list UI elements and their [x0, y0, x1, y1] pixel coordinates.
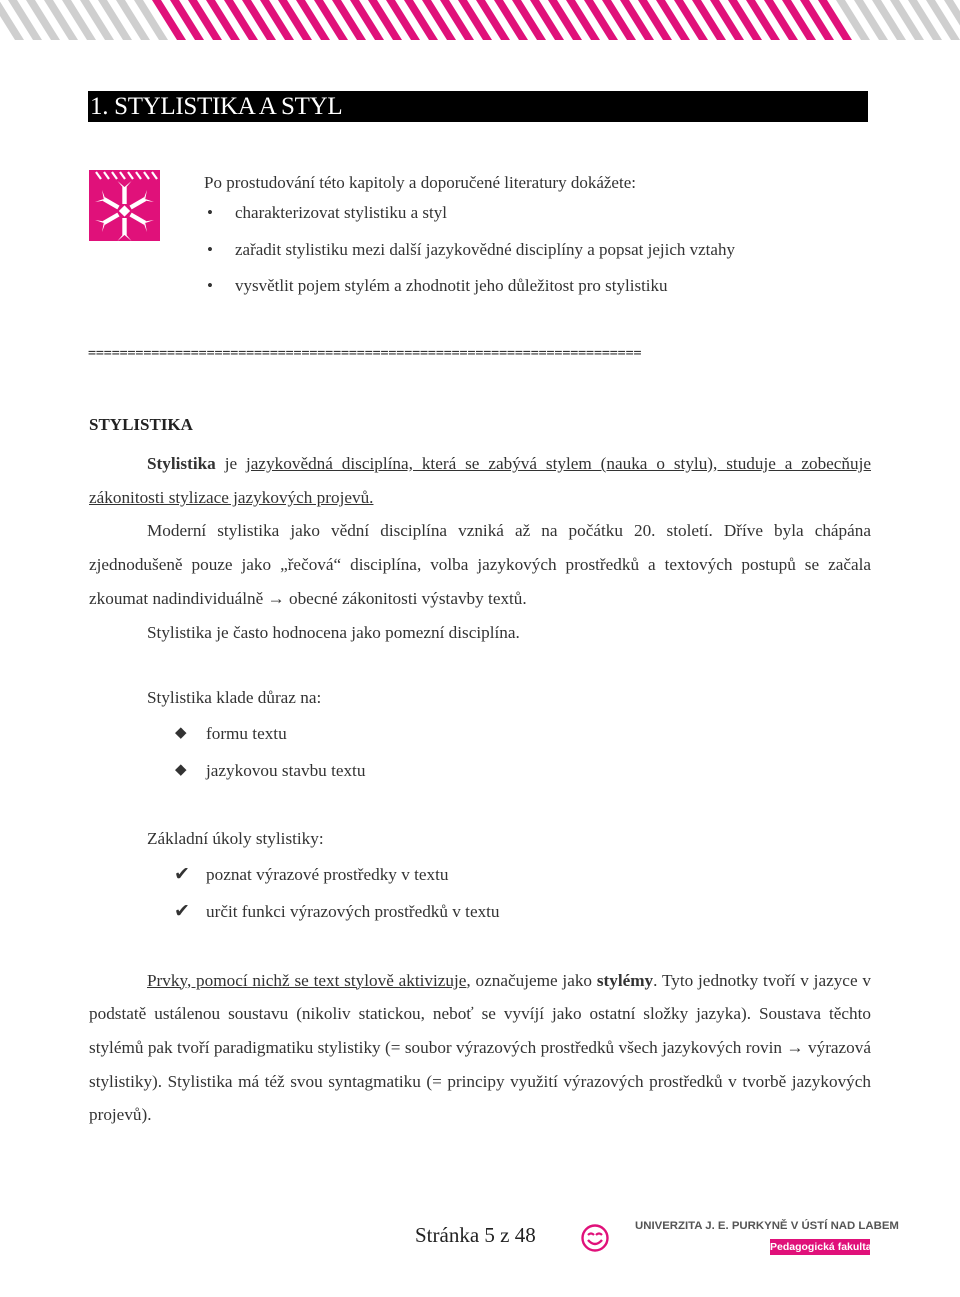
section-divider: ====================================================================== [88, 346, 642, 361]
list-item: ◆ jazykovou stavbu textu [89, 752, 871, 789]
emphasis-list [89, 715, 871, 789]
chapter-title: 1. STYLISTIKA A STYL [88, 91, 868, 122]
smiley-logo-icon [580, 1223, 610, 1253]
tasks-list [89, 856, 871, 930]
list-item: ◆ formu textu [89, 715, 871, 752]
diamond-bullet-icon: ◆ [175, 724, 187, 741]
goal-item: • zařadit stylistiku mezi další jazykovědné disciplíny a popsat jejich vztahy [204, 232, 864, 269]
checkmark-icon: ✔ [174, 863, 190, 885]
borderline-paragraph: Stylistika je často hodnocena jako pomezní disciplína. [147, 622, 520, 642]
history-paragraph: Moderní stylistika jako vědní disciplína vzniká až na počátku 20. století. Dříve byla chápána zjednodušeně pouze jako „řečová“ disciplína, volba jazykových prostředků a textových postupů se začala zkoumat nadindividuálně → obecné zákonitosti výstavby textů. [89, 521, 871, 608]
goals-intro: Po prostudování této kapitoly a doporučené literatury dokážete: [204, 173, 636, 192]
learning-goals [204, 170, 864, 305]
bullet-icon: • [207, 239, 213, 259]
page-number: Stránka 5 z 48 [415, 1223, 536, 1247]
faculty-name: Pedagogická fakulta [770, 1241, 872, 1253]
section-heading: STYLISTIKA [89, 415, 193, 434]
main-content [89, 413, 871, 1132]
header-stripes [0, 0, 960, 52]
goal-item: • charakterizovat stylistiku a styl [204, 195, 864, 232]
university-logo [635, 1220, 899, 1258]
emphasis-intro: Stylistika klade důraz na: [147, 688, 322, 708]
term-bold: Stylistika [147, 454, 216, 473]
goals-icon [89, 170, 160, 241]
definition-paragraph: Stylistika je jazykovědná disciplína, která se zabývá stylem (nauka o stylu), studuje a zobecňuje zákonitosti stylizace jazykových projevů. [89, 454, 872, 507]
list-item: ✔ určit funkci výrazových prostředků v textu [89, 893, 871, 930]
bullet-icon: • [207, 276, 213, 295]
checkmark-icon: ✔ [174, 900, 190, 922]
list-item: ✔ poznat výrazové prostředky v textu [89, 856, 871, 893]
university-name: UNIVERZITA J. E. PURKYNĚ V ÚSTÍ NAD LABEM [635, 1220, 899, 1232]
definition-underlined: jazykovědná disciplína, která se zabývá stylem (nauka o stylu), studuje a zobecňuje zákonitosti stylizace jazykových projevů. [89, 454, 872, 507]
tasks-intro: Základní úkoly stylistiky: [147, 828, 324, 848]
term-bold: stylémy [596, 970, 654, 990]
goal-item: • vysvětlit pojem stylém a zhodnotit jeho důležitost pro stylistiku [204, 268, 864, 305]
stylemes-underlined: Prvky, pomocí nichž se text stylově aktivizuje [147, 970, 467, 990]
bullet-icon: • [207, 203, 213, 222]
stylemes-paragraph: Prvky, pomocí nichž se text stylově aktivizuje, označujeme jako stylémy. Tyto jednotky tvoří v jazyce v podstatě ustálenou soustavu (nikoliv statickou, neboť se vyvíjí jako ostatní složky jazyka). Soustava těchto stylémů pak tvoří paradigmatiku stylistiky (= soubor výrazových prostředků všech jazykových rovin → výrazová stylistiky). Stylistika má též svou syntagmatiku (= principy využití výrazových prostředků v tvorbě jazykových projevů). [89, 970, 871, 1125]
diamond-bullet-icon: ◆ [175, 761, 187, 778]
goals-list [204, 195, 864, 305]
